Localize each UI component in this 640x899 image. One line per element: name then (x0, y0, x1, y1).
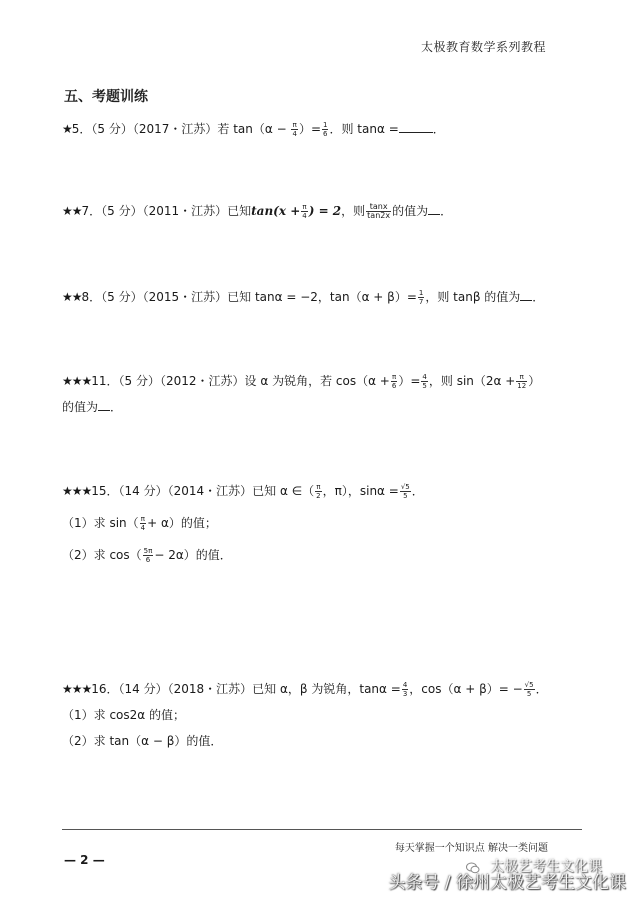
footer-divider (62, 829, 582, 830)
page-number: — 2 — (64, 853, 105, 867)
problem-16 (62, 676, 580, 754)
answer-blank[interactable] (399, 120, 433, 133)
difficulty-stars: ★★★ (62, 484, 92, 498)
problem-text: 11．（5 分）（2012・江苏）设 α 为锐角，若 cos（α + (91, 374, 390, 388)
problem-text: ． (110, 400, 123, 414)
difficulty-stars: ★★★ (62, 682, 92, 696)
problem-text: ）= (398, 374, 421, 388)
difficulty-stars: ★★ (62, 204, 82, 218)
problem-text: ，则 (341, 204, 366, 218)
problem-text: ．则 tanα = (329, 122, 399, 136)
problem-text: ，则 sin（2α + (428, 374, 516, 388)
fraction: $\frac{√5}{5}$ (400, 483, 410, 500)
problem-text: ，则 tanβ 的值为 (425, 290, 521, 304)
problem-text: ． (535, 682, 548, 696)
problem-text: ． (440, 204, 453, 218)
sub-question-2: （2）求 cos（ (62, 548, 142, 562)
problem-text: ） (528, 374, 541, 388)
problem-text: ． (532, 290, 545, 304)
fraction: $\frac{\pi}{4}$ (292, 121, 297, 138)
problem-7 (62, 198, 580, 224)
problem-11 (62, 368, 580, 420)
header-title: 太极教育数学系列教程 (420, 40, 546, 54)
difficulty-stars: ★★★ (62, 374, 92, 388)
problem-8 (62, 284, 580, 310)
section-title: 五、考题训练 (64, 89, 148, 105)
fraction: $\frac{\pi}{12}$ (517, 373, 527, 390)
problem-text: 7．（5 分）（2011・江苏）已知 (81, 204, 252, 218)
problem-text: 16．（14 分）（2018・江苏）已知 α，β 为锐角，tanα = (91, 682, 401, 696)
problem-15 (62, 478, 580, 568)
footer-slogan: 每天掌握一个知识点 解决一类问题 (394, 843, 548, 854)
formula: ) = 2 (308, 204, 342, 218)
fraction: $\frac{\pi}{2}$ (316, 483, 321, 500)
watermark-text: 头条号 / 徐州太极艺考生文化课 (388, 873, 626, 893)
formula: tan(x + (251, 204, 301, 218)
fraction: $\frac{4}{3}$ (402, 681, 408, 698)
fraction: $\frac{√5}{5}$ (524, 681, 534, 698)
fraction: $\frac{\tan x}{\tan 2x}$ (367, 202, 391, 220)
sub-question-1: （1）求 sin（ (62, 516, 139, 530)
problem-5 (62, 116, 580, 142)
problem-text: ）= (298, 122, 322, 136)
difficulty-stars: ★★ (62, 290, 82, 304)
sub-question-2: （2）求 tan（α − β）的值． (62, 734, 223, 748)
fraction: $\frac{\pi}{4}$ (302, 203, 307, 220)
fraction: $\frac{\pi}{6}$ (391, 373, 397, 390)
fraction: $\frac{\pi}{4}$ (140, 515, 146, 532)
problem-text: 15．（14 分）（2014・江苏）已知 α ∈（ (91, 484, 315, 498)
problem-text: 的值为 (62, 400, 99, 414)
fraction: $\frac{5\pi}{6}$ (143, 547, 153, 564)
sub-question-2: − 2α）的值． (154, 548, 232, 562)
problem-text: ． (432, 122, 445, 136)
fraction: $\frac{4}{5}$ (422, 373, 427, 390)
problem-text: ． (411, 484, 424, 498)
sub-question-1: + α）的值； (147, 516, 217, 530)
fraction: $\frac{1}{7}$ (418, 289, 424, 306)
watermark-badge: 太极艺考生文化课 (490, 859, 602, 875)
fraction: $\frac{1}{6}$ (323, 121, 328, 138)
problem-text: 5．（5 分）（2017・江苏）若 tan（α − (71, 122, 287, 136)
problem-text: 的值为 (392, 204, 429, 218)
problem-text: ，cos（α + β）= − (409, 682, 523, 696)
answer-blank[interactable] (520, 288, 532, 301)
problem-text: ，π），sinα = (322, 484, 399, 498)
sub-question-1: （1）求 cos2α 的值； (62, 708, 186, 722)
answer-blank[interactable] (98, 398, 110, 411)
difficulty-stars: ★ (62, 122, 72, 136)
problem-text: 8．（5 分）（2015・江苏）已知 tanα = −2，tan（α + β）= (81, 290, 417, 304)
answer-blank[interactable] (428, 202, 440, 215)
